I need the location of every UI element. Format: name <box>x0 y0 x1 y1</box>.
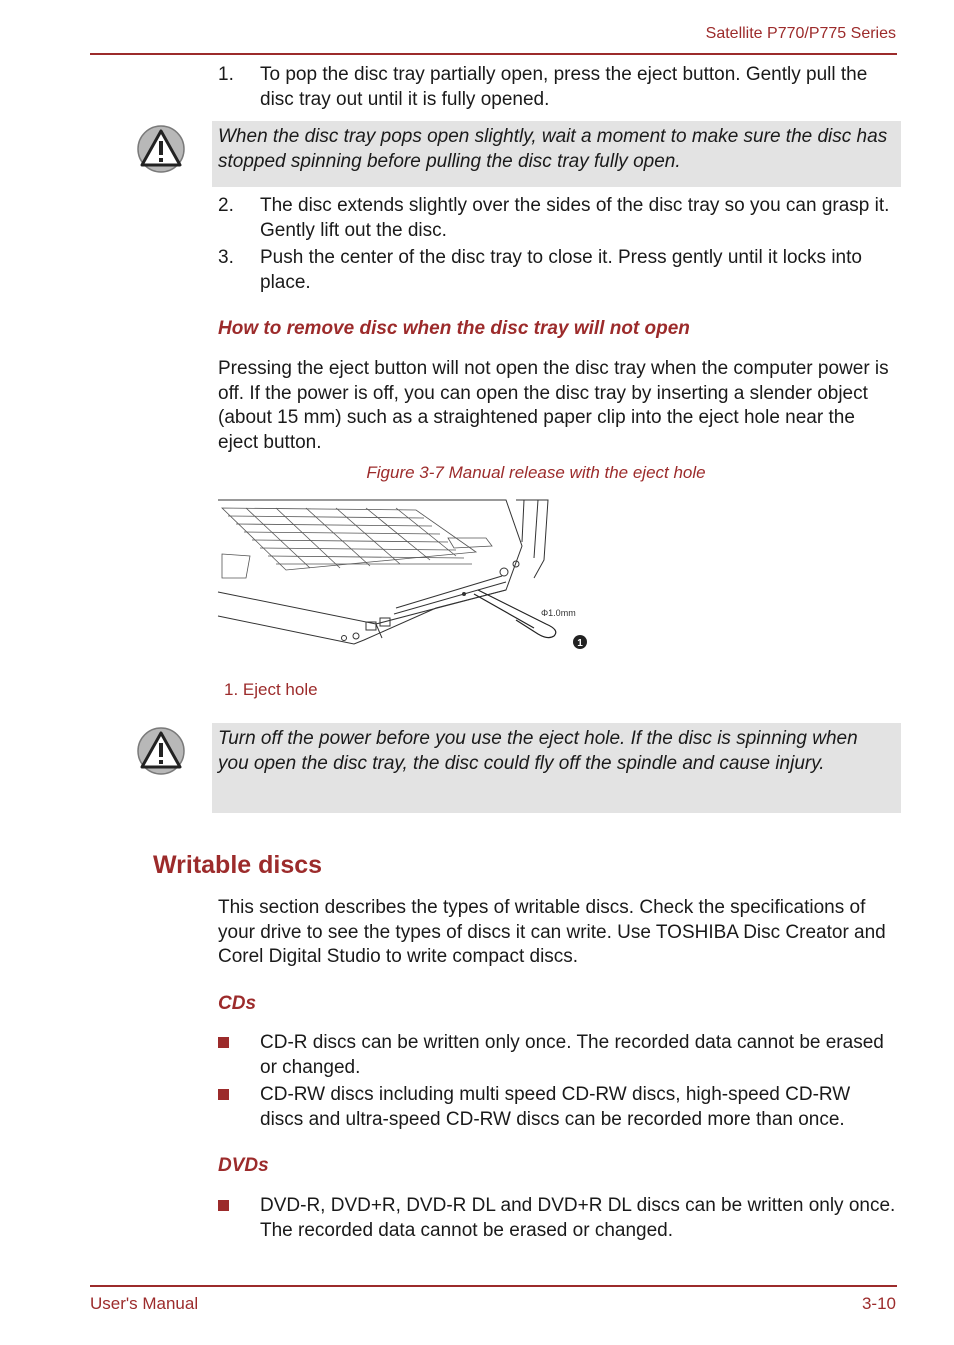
bullet-square-icon <box>218 1037 229 1048</box>
header-series-title: Satellite P770/P775 Series <box>705 25 896 42</box>
list-item <box>218 1031 898 1080</box>
caution-note <box>212 121 901 187</box>
figure-callout-number: 1 <box>577 638 583 649</box>
warning-note <box>212 723 901 813</box>
figure-caption: Figure 3-7 Manual release with the eject hole <box>366 463 706 482</box>
list-item-step-2 <box>218 194 898 243</box>
figure-legend: 1. Eject hole <box>224 680 318 699</box>
paragraph-eject-hole: Pressing the eject button will not open the disc tray when the computer power is off. If the power is off, you can open the disc tray by inserting a slender object (about 15 mm) such as a straightened paper clip into the eject hole near the eject button. <box>218 358 889 453</box>
list-item-text: CD-R discs can be written only once. The recorded data cannot be erased or changed. <box>260 1032 884 1078</box>
list-item-text: DVD-R, DVD+R, DVD-R DL and DVD+R DL discs can be written only once. The recorded data cannot be erased or changed. <box>260 1195 896 1241</box>
list-item-step-3 <box>218 246 898 295</box>
dimension-label: Φ1.0mm <box>541 608 576 618</box>
section-title: Writable discs <box>153 851 323 879</box>
header-rule <box>90 53 897 55</box>
step-text: The disc extends slightly over the sides of the disc tray so you can grasp it. Gently lift out the disc. <box>260 195 890 241</box>
list-item <box>218 1194 898 1243</box>
section-intro: This section describes the types of writable discs. Check the specifications of your drive to see the types of discs it can write. Use TOSHIBA Disc Creator and Corel Digital Studio to write compact discs. <box>218 897 886 967</box>
step-text: Push the center of the disc tray to close it. Press gently until it locks into place. <box>260 247 862 293</box>
bullet-square-icon <box>218 1089 229 1100</box>
footer-manual-title: User's Manual <box>90 1294 199 1313</box>
laptop-eject-hole-illustration <box>216 498 596 660</box>
footer-rule <box>90 1285 897 1287</box>
bullet-square-icon <box>218 1200 229 1211</box>
subsection-title: How to remove disc when the disc tray will not open <box>218 318 690 339</box>
warning-icon <box>136 124 186 174</box>
step-text: To pop the disc tray partially open, press the eject button. Gently pull the disc tray out until it is fully opened. <box>260 64 868 110</box>
caution-note-text: When the disc tray pops open slightly, wait a moment to make sure the disc has stopped spinning before pulling the disc tray fully open. <box>218 126 888 172</box>
subsection-dvds-title: DVDs <box>218 1155 269 1176</box>
step-number: 2. <box>218 195 234 216</box>
list-item-step-1 <box>218 63 898 112</box>
footer-page-number: 3-10 <box>861 1294 896 1313</box>
step-number: 1. <box>218 64 234 85</box>
list-item <box>218 1083 898 1132</box>
list-item-text: CD-RW discs including multi speed CD-RW discs, high-speed CD-RW discs and ultra-speed CD-RW discs can be recorded more than once. <box>260 1084 851 1130</box>
subsection-cds-title: CDs <box>218 993 257 1014</box>
step-number: 3. <box>218 247 234 268</box>
warning-icon <box>136 726 186 776</box>
warning-note-text: Turn off the power before you use the eject hole. If the disc is spinning when you open the disc tray, the disc could fly off the spindle and cause injury. <box>218 728 858 774</box>
